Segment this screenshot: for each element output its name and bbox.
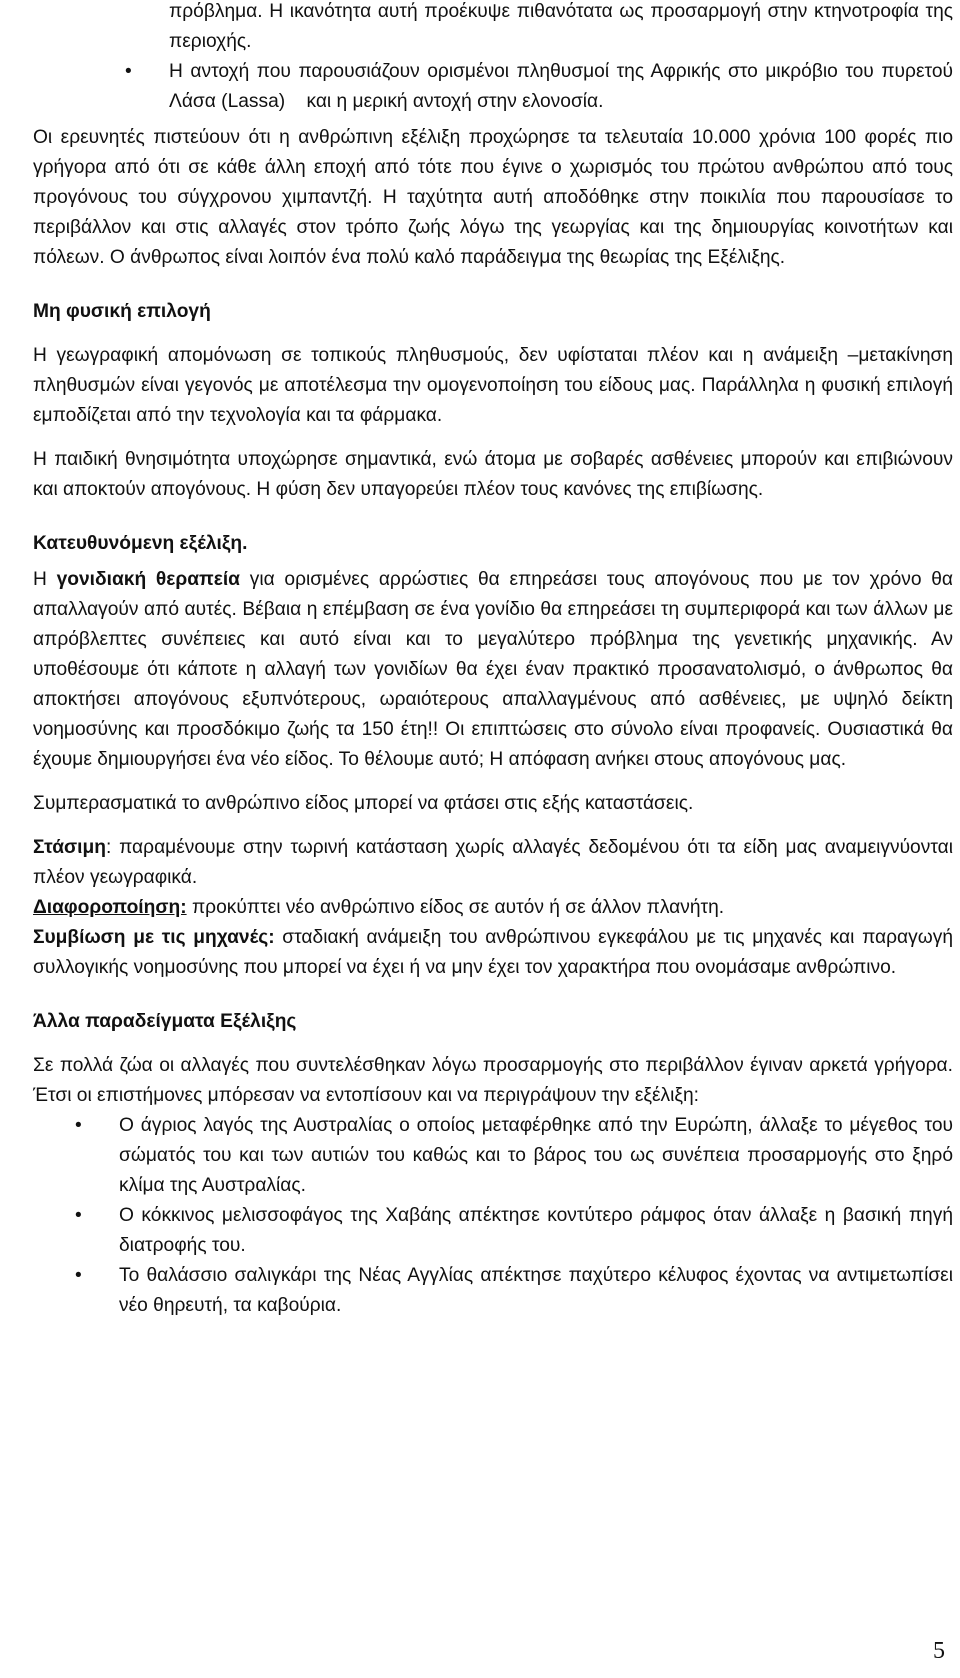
- paragraph: Σε πολλά ζώα οι αλλαγές που συντελέσθηκαν λόγω προσαρμογής στο περιβάλλον έγιναν αρκετά γρήγορα. Έτσι οι επιστήμονες μπόρεσαν να εντοπίσουν και να περιγράψουν την εξέλιξη:: [33, 1055, 953, 1106]
- intro-paragraph: Οι ερευνητές πιστεύουν ότι η ανθρώπινη εξέλιξη προχώρησε τα τελευταία 10.000 χρόνια 100 φορές πιο γρήγορα από ότι σε κάθε άλλη εποχή από τότε που έγινε ο χωρισμός του πρώτου ανθρώπου από τους προγόνους του σύγχρονου χιμπαντζή. Η ταχύτητα αυτή αποδόθηκε στην ποικιλία που παρουσίασε το περιβάλλον και στις αλλαγές στον τρόπο ζωής λόγω της γεωργίας και της δημιουργίας κοινοτήτων και πόλεων. Ο άνθρωπος είναι λοιπόν ένα πολύ καλό παράδειγμα της θεωρίας της Εξέλιξης.: [33, 127, 953, 268]
- list-item-text: Ο κόκκινος μελισσοφάγος της Χαβάης απέκτησε κοντύτερο ράμφος όταν άλλαξε η βασική πηγή διατροφής του.: [119, 1205, 953, 1256]
- list-item-text: πρόβλημα. Η ικανότητα αυτή προέκυψε πιθανότατα ως προσαρμογή στην κτηνοτροφία της περιοχής.: [169, 1, 953, 52]
- paragraph: [33, 565, 953, 775]
- page-content: [33, 0, 958, 1321]
- state-term: Στάσιμη: [33, 837, 106, 858]
- bullet-icon: •: [75, 1265, 82, 1286]
- list-item-text: Το θαλάσσιο σαλιγκάρι της Νέας Αγγλίας απέκτησε παχύτερο κέλυφος έχοντας να αντιμετωπίσει νέο θηρευτή, τα καβούρια.: [119, 1265, 953, 1316]
- state-stasimi: [33, 833, 953, 893]
- section-heading: Άλλα παραδείγματα Εξέλιξης: [33, 1011, 297, 1032]
- section-heading: Μη φυσική επιλογή: [33, 301, 211, 322]
- state-text: σταδιακή ανάμειξη του ανθρώπινου εγκεφάλου με τις μηχανές και παραγωγή συλλογικής νοημοσύνης που μπορεί να έχει ή να μην έχει τον χαρακτήρα που ονομάσαμε ανθρώπινο.: [33, 927, 953, 978]
- list-item: [75, 1201, 953, 1261]
- text-fragment: για ορισμένες αρρώστιες θα επηρεάσει τους απογόνους που με τον χρόνο θα απαλλαγούν από αυτές. Βέβαια η επέμβαση σε ένα γονίδιο θα επηρεάσει τη συμπεριφορά και των άλλων με απρόβλεπτες συνέπειες και αυτό είναι και το μεγαλύτερο πρόβλημα της γενετικής μηχανικής. Αν υποθέσουμε ότι κάποτε η αλλαγή των γονιδίων θα έχει έναν πρακτικό προσανατολισμό, ο άνθρωπος θα αποκτήσει απογόνους εξυπνότερους, ωραιότερους απαλλαγμένους από ασθένειες, με υψηλό δείκτη νοημοσύνης και προσδόκιμο ζωής τα 150 έτη!! Οι επιπτώσεις στο σύνολο είναι προφανείς. Ουσιαστικά θα έχουμε δημιουργήσει ένα νέο είδος. Το θέλουμε αυτό; Η απόφαση ανήκει στους απογόνους μας.: [33, 569, 954, 770]
- state-diaforopoiisi: [33, 893, 953, 923]
- state-term: Συμβίωση με τις μηχανές:: [33, 927, 275, 948]
- paragraph: Συμπερασματικά το ανθρώπινο είδος μπορεί να φτάσει στις εξής καταστάσεις.: [33, 793, 694, 814]
- list-item-text: Η αντοχή που παρουσιάζουν ορισμένοι πληθυσμοί της Αφρικής στο μικρόβιο του πυρετού Λάσα (Lassa) και η μερική αντοχή στην ελονοσία.: [169, 61, 958, 112]
- bullet-icon: •: [75, 1205, 82, 1226]
- list-item: [75, 1111, 953, 1201]
- state-text: παραμένουμε στην τωρινή κατάσταση χωρίς αλλαγές δεδομένου ότι τα είδη μας αναμειγνύονται πλέον γεωγραφικά.: [33, 837, 953, 888]
- paragraph: Η παιδική θνησιμότητα υποχώρησε σημαντικά, ενώ άτομα με σοβαρές ασθένειες μπορούν και επιβιώνουν και αποκτούν απογόνους. Η φύση δεν υπαγορεύει πλέον τους κανόνες της επιβίωσης.: [33, 449, 953, 500]
- bullet-icon: •: [75, 1115, 82, 1136]
- examples-list: [33, 1111, 953, 1321]
- state-text: προκύπτει νέο ανθρώπινο είδος σε αυτόν ή σε άλλον πλανήτη.: [191, 897, 725, 918]
- state-term: Διαφοροποίηση:: [33, 897, 187, 918]
- bold-term: γονιδιακή θεραπεία: [56, 569, 240, 590]
- list-item: [169, 0, 953, 57]
- separator: :: [105, 837, 120, 858]
- page-number: 5: [933, 1638, 945, 1664]
- section-heading: Κατευθυνόμενη εξέλιξη.: [33, 533, 248, 554]
- state-symviosi: [33, 923, 953, 983]
- list-item: [125, 57, 958, 117]
- list-item-text: Ο άγριος λαγός της Αυστραλίας ο οποίος μεταφέρθηκε από την Ευρώπη, άλλαξε το μέγεθος του σώματός του και των αυτιών του καθώς και το βάρος του ως συνέπεια προσαρμογής στο ξηρό κλίμα της Αυστραλίας.: [119, 1115, 953, 1196]
- text-fragment: Η: [33, 569, 57, 590]
- list-item: [75, 1261, 953, 1321]
- paragraph: Η γεωγραφική απομόνωση σε τοπικούς πληθυσμούς, δεν υφίσταται πλέον και η ανάμειξη –μετακίνηση πληθυσμών είναι γεγονός με αποτέλεσμα την ομογενοποίηση του είδους μας. Παράλληλα η φυσική επιλογή εμποδίζεται από την τεχνολογία και τα φάρμακα.: [33, 345, 953, 426]
- bullet-icon: •: [125, 61, 132, 82]
- top-bullet-list: [33, 0, 958, 117]
